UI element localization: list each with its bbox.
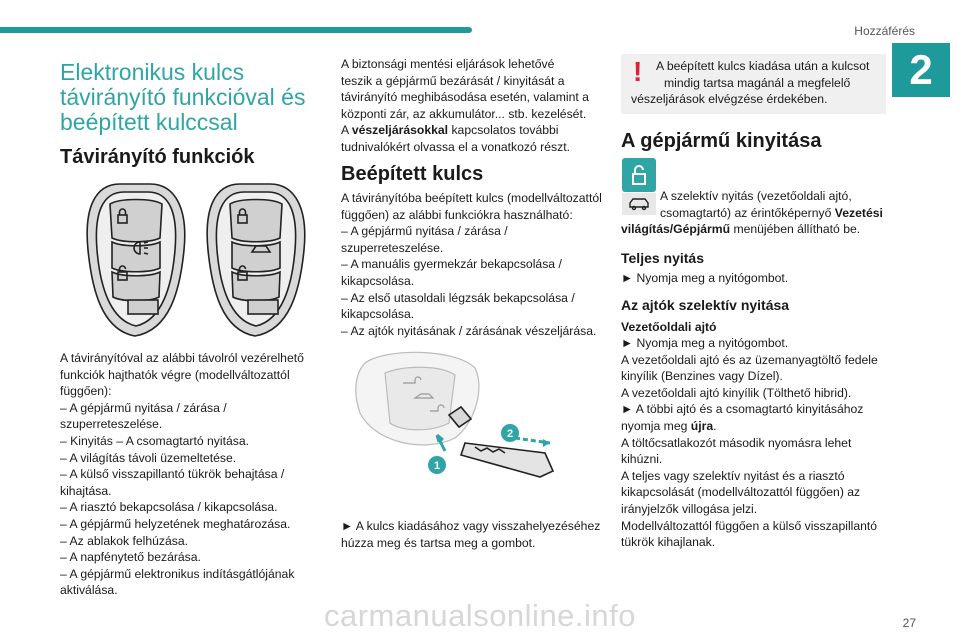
text-line: ► Nyomja meg a nyitógombot. (621, 336, 789, 350)
section-heading: A gépjármű kinyitása (621, 130, 822, 152)
section-heading: Távirányító funkciók (60, 146, 255, 168)
remote-functions-text (60, 350, 320, 599)
title-line: beépített kulccsal (60, 109, 238, 135)
text-line: A vezetőoldali ajtó és az üzemanyagtöltő fedele (621, 352, 878, 367)
text-line: aktiválása. (60, 583, 118, 598)
text-line: – A gépjármű nyitása / zárása / (60, 400, 227, 415)
full-unlock-text: ► Nyomja meg a nyitógombot. (621, 271, 789, 285)
text-line: teszik a gépjármű bezárását / kinyitását a (341, 73, 565, 88)
text-line: ► A többi ajtó és a csomagtartó kinyitásához (621, 402, 864, 417)
text-line: A vészeljárásokkal kapcsolatos további (341, 123, 559, 138)
selective-info-text (660, 188, 888, 221)
text-line: A távirányítóba beépített kulcs (modellváltozattól (341, 191, 602, 205)
text-line: kinyílik (Benzines vagy Dízel). (621, 369, 783, 384)
unlock-icon (622, 158, 656, 192)
text-line: mindig tartsa magánál a megfelelő (664, 75, 851, 90)
text-line: központi zár, az akkumulátor... stb. kezelését. (341, 106, 587, 121)
text-line: – A napfénytető bezárása. (60, 550, 201, 565)
key-extraction-illustration (345, 343, 585, 493)
text-line: A szelektív nyitás (vezetőoldali ajtó, (660, 189, 852, 203)
warning-text (656, 58, 884, 91)
text-line: – A gépjármű nyitása / zárása / (341, 224, 508, 239)
callout-1-label: 1 (433, 460, 441, 472)
safety-intro-text (341, 56, 606, 156)
car-icon (622, 193, 656, 215)
text-line: távirányító meghibásodása esetén, valamint a (341, 90, 589, 105)
text-line: A vezetőoldali ajtó kinyílik (Tölthető hibrid). (621, 385, 852, 400)
text-line: – A riasztó bekapcsolása / kikapcsolása. (60, 500, 278, 515)
text-line: – Az ajtók nyitásának / zárásának vészeljárása. (341, 323, 597, 338)
text-line: vészeljárások elvégzése érdekében. (631, 92, 828, 106)
text-line: – A gépjármű elektronikus indításgátlójának (60, 566, 295, 581)
section-heading: Beépített kulcs (341, 163, 484, 185)
chapter-number: 2 (892, 43, 950, 97)
subheading-selective-unlock: Az ajtók szelektív nyitása (621, 297, 790, 313)
warning-icon: ! (633, 56, 643, 87)
text-line: – Kinyitás – A csomagtartó nyitása. (60, 433, 250, 448)
text-line: funkciók hajthatók végre (modellváltozattól (60, 367, 290, 382)
text-line: irányjelzők villogása jelzi. (621, 501, 758, 516)
header-accent-bar (0, 27, 472, 33)
key-fob-right (207, 184, 305, 336)
watermark: carmanualsonline.info (323, 598, 637, 633)
text-line: – Az ablakok felhúzása. (60, 533, 189, 548)
text-line: A töltőcsatlakozót második nyomásra lehet (621, 435, 852, 450)
text-line: – Az első utasoldali légzsák bekapcsolása / (341, 290, 575, 305)
text-line: kikapcsolása. (341, 307, 415, 322)
builtin-key-text (341, 190, 611, 339)
text-line: szuperreteszelése. (60, 417, 163, 432)
text-line: – A gépjármű helyzetének meghatározása. (60, 516, 291, 531)
text-line: Modellváltozattól függően a külső visszapillantó (621, 518, 878, 533)
page-title (60, 60, 305, 135)
text-line: tudnivalókért olvassa el a vonatkozó részt. (341, 139, 570, 154)
subheading-full-unlock: Teljes nyitás (621, 250, 705, 266)
text-line: húzza meg és tartsa meg a gombot. (341, 535, 536, 550)
text-line: csomagtartó) az érintőképernyő Vezetési (660, 205, 883, 220)
text-line: ► A kulcs kiadásához vagy visszahelyezéséhez (341, 519, 601, 533)
text-line: nyomja meg újra. (621, 418, 717, 433)
section-title: Hozzáférés (854, 24, 915, 38)
text-line: A biztonsági mentési eljárások lehetővé (341, 57, 555, 71)
text-line: – A külső visszapillantó tükrök behajtása / (60, 467, 285, 482)
text-line: függően) az alábbi funkciókra használható: (341, 207, 573, 222)
driver-door-heading: Vezetőoldali ajtó (621, 320, 717, 334)
text-line: világítás/Gépjármű menüjében állítható be. (621, 222, 861, 236)
text-line: A teljes vagy szelektív nyitást és a riasztó (621, 468, 845, 483)
page-number: 27 (902, 616, 916, 630)
key-fob-left (87, 184, 185, 336)
callout-2-label: 2 (506, 428, 514, 440)
remote-key-illustration (80, 180, 320, 340)
text-line: – A világítás távoli üzemeltetése. (60, 450, 237, 465)
text-line: A távirányítóval az alábbi távolról vezérelhető (60, 351, 304, 365)
text-line: függően): (60, 384, 112, 399)
text-line: tükrök kihajlanak. (621, 535, 716, 550)
title-line: távirányító funkcióval és (60, 84, 306, 110)
metal-key-blade (461, 443, 553, 477)
text-line: – A manuális gyermekzár bekapcsolása / (341, 257, 562, 272)
title-line: Elektronikus kulcs (60, 59, 245, 85)
text-line: kihúzni. (621, 452, 663, 467)
selective-unlock-text (621, 335, 891, 551)
release-key-text (341, 518, 611, 551)
text-line: A beépített kulcs kiadása után a kulcsot (656, 59, 870, 73)
text-line: kihajtása. (60, 483, 112, 498)
text-line: kikapcsolása. (341, 273, 415, 288)
text-line: szuperreteszelése. (341, 240, 444, 255)
text-line: kikapcsolását (modellváltozattól függően) az (621, 485, 861, 500)
